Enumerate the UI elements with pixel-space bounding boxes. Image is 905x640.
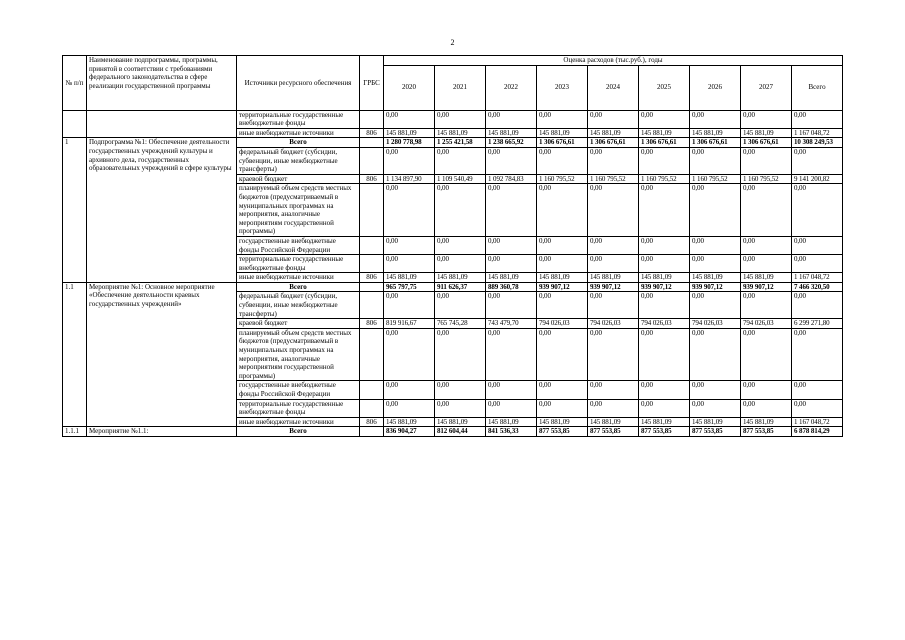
value-cell: 0,00 — [537, 399, 588, 417]
value-cell: 0,00 — [792, 399, 843, 417]
value-cell: 145 881,09 — [384, 128, 435, 138]
value-cell: 0,00 — [384, 147, 435, 174]
value-cell: 0,00 — [792, 328, 843, 381]
value-cell: 812 604,44 — [435, 427, 486, 437]
value-cell: 145 881,09 — [486, 128, 537, 138]
source-cell: федеральный бюджет (субсидии, субвенции, иные межбюджетные трансферты) — [237, 292, 360, 319]
header-col-estimate: Оценка расходов (тыс.руб.), годы — [384, 56, 843, 66]
name-cell — [87, 110, 237, 138]
source-cell: территориальные государственные внебюджетные фонды — [237, 110, 360, 128]
value-cell: 939 907,12 — [537, 282, 588, 292]
value-cell: 0,00 — [792, 381, 843, 399]
value-cell: 145 881,09 — [588, 128, 639, 138]
value-cell: 0,00 — [537, 184, 588, 237]
value-cell: 0,00 — [639, 236, 690, 254]
value-cell: 0,00 — [639, 255, 690, 273]
header-year: 2026 — [690, 65, 741, 110]
value-cell: 7 466 320,50 — [792, 282, 843, 292]
value-cell: 145 881,09 — [690, 273, 741, 283]
source-cell: краевой бюджет — [237, 174, 360, 184]
value-cell: 145 881,09 — [435, 273, 486, 283]
value-cell: 0,00 — [537, 255, 588, 273]
value-cell: 0,00 — [486, 110, 537, 128]
value-cell: 145 881,09 — [486, 417, 537, 427]
value-cell: 0,00 — [792, 292, 843, 319]
source-cell: иные внебюджетные источники — [237, 417, 360, 427]
value-cell: 0,00 — [690, 381, 741, 399]
value-cell: 877 553,85 — [741, 427, 792, 437]
value-cell: 0,00 — [741, 328, 792, 381]
value-cell: 0,00 — [435, 184, 486, 237]
value-cell: 836 904,27 — [384, 427, 435, 437]
grbs-cell — [360, 427, 384, 437]
header-col-source: Источники ресурсного обеспечения — [237, 56, 360, 111]
value-cell: 145 881,09 — [384, 273, 435, 283]
value-cell: 0,00 — [384, 255, 435, 273]
value-cell: 0,00 — [741, 110, 792, 128]
grbs-cell: 806 — [360, 417, 384, 427]
value-cell: 145 881,09 — [435, 417, 486, 427]
value-cell: 0,00 — [741, 381, 792, 399]
value-cell: 0,00 — [690, 236, 741, 254]
source-cell: Всего — [237, 427, 360, 437]
value-cell: 0,00 — [639, 184, 690, 237]
value-cell: 0,00 — [741, 399, 792, 417]
value-cell: 0,00 — [588, 147, 639, 174]
value-cell: 1 306 676,61 — [537, 138, 588, 148]
value-cell: 145 881,09 — [741, 128, 792, 138]
value-cell: 0,00 — [537, 147, 588, 174]
value-cell: 0,00 — [588, 399, 639, 417]
value-cell: 0,00 — [435, 147, 486, 174]
value-cell: 145 881,09 — [435, 128, 486, 138]
value-cell: 0,00 — [690, 399, 741, 417]
header-year: 2027 — [741, 65, 792, 110]
section-name: Подпрограмма №1: Обеспечение деятельности государственных учреждений культуры и архивного дела, государственных образовательных учреждений в сфере культуры — [87, 138, 237, 283]
value-cell: 794 026,03 — [588, 319, 639, 329]
grbs-cell — [360, 282, 384, 292]
value-cell: 1 306 676,61 — [741, 138, 792, 148]
source-cell: федеральный бюджет (субсидии, субвенции, иные межбюджетные трансферты) — [237, 147, 360, 174]
value-cell: 0,00 — [588, 328, 639, 381]
value-cell: 841 536,33 — [486, 427, 537, 437]
grbs-cell — [360, 292, 384, 319]
header-col-grbs: ГРБС — [360, 56, 384, 111]
value-cell: 0,00 — [639, 399, 690, 417]
value-cell: 145 881,09 — [486, 273, 537, 283]
source-cell: иные внебюджетные источники — [237, 273, 360, 283]
source-cell: государственные внебюджетные фонды Российской Федерации — [237, 236, 360, 254]
grbs-cell: 806 — [360, 273, 384, 283]
value-cell: 0,00 — [486, 381, 537, 399]
value-cell: 0,00 — [384, 110, 435, 128]
value-cell: 0,00 — [435, 381, 486, 399]
source-cell: Всего — [237, 138, 360, 148]
header-col-num: № п/п — [63, 56, 87, 111]
value-cell: 0,00 — [588, 292, 639, 319]
value-cell: 145 881,09 — [741, 273, 792, 283]
header-year: 2025 — [639, 65, 690, 110]
value-cell: 6 878 814,29 — [792, 427, 843, 437]
value-cell: 0,00 — [741, 255, 792, 273]
value-cell: 939 907,12 — [588, 282, 639, 292]
grbs-cell — [360, 328, 384, 381]
num-cell — [63, 110, 87, 138]
value-cell: 0,00 — [639, 381, 690, 399]
value-cell: 0,00 — [588, 110, 639, 128]
value-cell: 0,00 — [690, 147, 741, 174]
value-cell: 743 479,70 — [486, 319, 537, 329]
value-cell: 0,00 — [537, 110, 588, 128]
value-cell: 0,00 — [486, 147, 537, 174]
budget-body — [63, 110, 843, 436]
value-cell: 1 109 540,49 — [435, 174, 486, 184]
value-cell: 0,00 — [537, 236, 588, 254]
value-cell: 1 160 795,52 — [588, 174, 639, 184]
section-number: 1.1 — [63, 282, 87, 427]
page-number: 2 — [450, 38, 455, 47]
value-cell: 0,00 — [435, 110, 486, 128]
grbs-cell — [360, 399, 384, 417]
value-cell: 0,00 — [690, 110, 741, 128]
value-cell: 794 026,03 — [639, 319, 690, 329]
value-cell: 0,00 — [384, 292, 435, 319]
value-cell: 794 026,03 — [741, 319, 792, 329]
value-cell: 9 141 200,82 — [792, 174, 843, 184]
value-cell: 819 916,67 — [384, 319, 435, 329]
value-cell: 0,00 — [690, 184, 741, 237]
value-cell: 0,00 — [588, 381, 639, 399]
value-cell: 0,00 — [792, 236, 843, 254]
value-cell: 0,00 — [486, 328, 537, 381]
value-cell: 0,00 — [690, 292, 741, 319]
value-cell: 765 745,28 — [435, 319, 486, 329]
section-number: 1 — [63, 138, 87, 283]
value-cell: 1 167 048,72 — [792, 273, 843, 283]
value-cell: 0,00 — [588, 255, 639, 273]
grbs-cell — [360, 255, 384, 273]
value-cell: 0,00 — [639, 328, 690, 381]
value-cell: 145 881,09 — [639, 417, 690, 427]
grbs-cell — [360, 147, 384, 174]
value-cell: 1 280 778,98 — [384, 138, 435, 148]
value-cell: 0,00 — [435, 236, 486, 254]
value-cell: 877 553,85 — [537, 427, 588, 437]
value-cell: 794 026,03 — [537, 319, 588, 329]
value-cell: 1 306 676,61 — [690, 138, 741, 148]
value-cell: 145 881,09 — [537, 417, 588, 427]
value-cell: 0,00 — [537, 292, 588, 319]
value-cell: 939 907,12 — [741, 282, 792, 292]
value-cell: 939 907,12 — [690, 282, 741, 292]
grbs-cell: 806 — [360, 174, 384, 184]
value-cell: 145 881,09 — [537, 128, 588, 138]
value-cell: 1 134 897,90 — [384, 174, 435, 184]
value-cell: 1 167 048,72 — [792, 417, 843, 427]
section-name: Мероприятие №1.1: — [87, 427, 237, 437]
value-cell: 1 160 795,52 — [639, 174, 690, 184]
value-cell: 0,00 — [435, 399, 486, 417]
value-cell: 145 881,09 — [741, 417, 792, 427]
value-cell: 145 881,09 — [537, 273, 588, 283]
table-row — [63, 427, 843, 437]
section-number: 1.1.1 — [63, 427, 87, 437]
value-cell: 0,00 — [486, 292, 537, 319]
value-cell: 1 306 676,61 — [639, 138, 690, 148]
value-cell: 145 881,09 — [690, 128, 741, 138]
value-cell: 0,00 — [486, 255, 537, 273]
value-cell: 877 553,85 — [588, 427, 639, 437]
value-cell: 1 167 048,72 — [792, 128, 843, 138]
value-cell: 10 308 249,53 — [792, 138, 843, 148]
value-cell: 0,00 — [792, 255, 843, 273]
grbs-cell — [360, 381, 384, 399]
grbs-cell — [360, 110, 384, 128]
grbs-cell: 806 — [360, 319, 384, 329]
header-year: 2024 — [588, 65, 639, 110]
value-cell: 0,00 — [792, 184, 843, 237]
value-cell: 0,00 — [537, 381, 588, 399]
value-cell: 939 907,12 — [639, 282, 690, 292]
grbs-cell: 806 — [360, 128, 384, 138]
source-cell: краевой бюджет — [237, 319, 360, 329]
value-cell: 0,00 — [537, 328, 588, 381]
value-cell: 1 160 795,52 — [537, 174, 588, 184]
header-col-name: Наименование подпрограммы, программы, принятой в соответствии с требованиями федерального законодательства в сфере реализации государственной программы — [87, 56, 237, 111]
value-cell: 1 092 784,83 — [486, 174, 537, 184]
table-row — [63, 138, 843, 148]
value-cell: 1 238 665,92 — [486, 138, 537, 148]
source-cell: планируемый объем средств местных бюджетов (предусматриваемый в муниципальных программах на мероприятия, аналогичные мероприятиям государственной программы) — [237, 184, 360, 237]
value-cell: 0,00 — [792, 110, 843, 128]
source-cell: Всего — [237, 282, 360, 292]
header-year: Всего — [792, 65, 843, 110]
header-year: 2023 — [537, 65, 588, 110]
value-cell: 0,00 — [792, 147, 843, 174]
value-cell: 0,00 — [741, 236, 792, 254]
value-cell: 0,00 — [384, 184, 435, 237]
value-cell: 911 626,37 — [435, 282, 486, 292]
grbs-cell — [360, 236, 384, 254]
value-cell: 1 160 795,52 — [690, 174, 741, 184]
source-cell: планируемый объем средств местных бюджетов (предусматриваемый в муниципальных программах на мероприятия, аналогичные мероприятиям государственной программы) — [237, 328, 360, 381]
source-cell: иные внебюджетные источники — [237, 128, 360, 138]
value-cell: 889 360,78 — [486, 282, 537, 292]
value-cell: 0,00 — [384, 236, 435, 254]
value-cell: 145 881,09 — [588, 273, 639, 283]
section-name: Мероприятие №1: Основное мероприятие «Обеспечение деятельности краевых государственных учреждений» — [87, 282, 237, 427]
header-row — [63, 56, 843, 66]
source-cell: территориальные государственные внебюджетные фонды — [237, 255, 360, 273]
value-cell: 145 881,09 — [690, 417, 741, 427]
header-year: 2022 — [486, 65, 537, 110]
value-cell: 0,00 — [741, 184, 792, 237]
value-cell: 0,00 — [741, 147, 792, 174]
value-cell: 145 881,09 — [384, 417, 435, 427]
value-cell: 965 797,75 — [384, 282, 435, 292]
value-cell: 0,00 — [486, 399, 537, 417]
source-cell: территориальные государственные внебюджетные фонды — [237, 399, 360, 417]
value-cell: 0,00 — [435, 255, 486, 273]
budget-table — [62, 55, 843, 437]
grbs-cell — [360, 184, 384, 237]
value-cell: 6 299 271,80 — [792, 319, 843, 329]
value-cell: 1 255 421,58 — [435, 138, 486, 148]
value-cell: 794 026,03 — [690, 319, 741, 329]
value-cell: 1 306 676,61 — [588, 138, 639, 148]
value-cell: 145 881,09 — [639, 128, 690, 138]
header-year: 2020 — [384, 65, 435, 110]
value-cell: 0,00 — [639, 292, 690, 319]
value-cell: 0,00 — [486, 236, 537, 254]
value-cell: 0,00 — [588, 184, 639, 237]
value-cell: 0,00 — [690, 328, 741, 381]
header-year: 2021 — [435, 65, 486, 110]
value-cell: 0,00 — [384, 328, 435, 381]
value-cell: 0,00 — [639, 110, 690, 128]
value-cell: 0,00 — [741, 292, 792, 319]
value-cell: 0,00 — [639, 147, 690, 174]
value-cell: 145 881,09 — [639, 273, 690, 283]
value-cell: 0,00 — [486, 184, 537, 237]
value-cell: 0,00 — [384, 399, 435, 417]
value-cell: 877 553,85 — [639, 427, 690, 437]
value-cell: 1 160 795,52 — [741, 174, 792, 184]
table-row — [63, 282, 843, 292]
table-row — [63, 110, 843, 128]
grbs-cell — [360, 138, 384, 148]
value-cell: 0,00 — [435, 292, 486, 319]
value-cell: 0,00 — [690, 255, 741, 273]
value-cell: 877 553,85 — [690, 427, 741, 437]
value-cell: 0,00 — [588, 236, 639, 254]
value-cell: 145 881,09 — [588, 417, 639, 427]
value-cell: 0,00 — [435, 328, 486, 381]
value-cell: 0,00 — [384, 381, 435, 399]
source-cell: государственные внебюджетные фонды Российской Федерации — [237, 381, 360, 399]
